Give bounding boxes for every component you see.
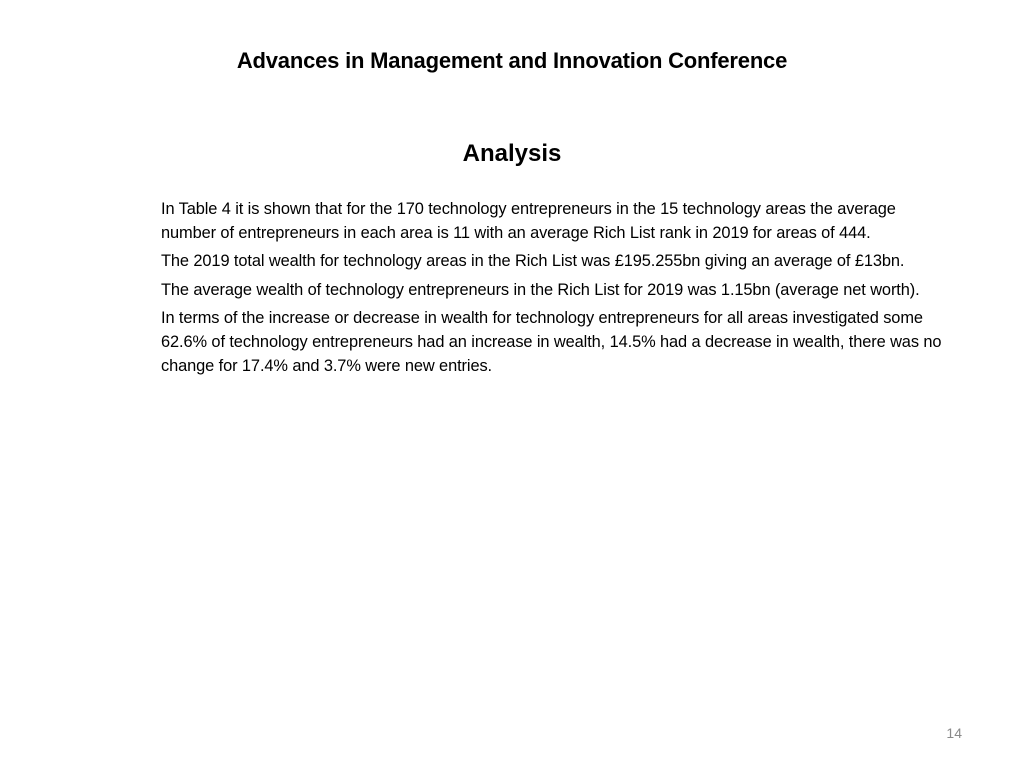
- paragraph-table-summary: In Table 4 it is shown that for the 170 technology entrepreneurs in the 15 technology areas the average number of entrepreneurs in each area is 11 with an average Rich List rank in 2019 for areas of 444.: [161, 200, 896, 243]
- page-number: 14: [946, 725, 962, 741]
- paragraph-total-wealth: The 2019 total wealth for technology areas in the Rich List was £195.255bn giving an average of £13bn.: [161, 252, 905, 271]
- paragraph-wealth-change: In terms of the increase or decrease in wealth for technology entrepreneurs for all areas investigated some 62.6% of technology entrepreneurs had an increase in wealth, 14.5% had a decrease in wealth, there was no change for 17.4% and 3.7% were new entries.: [161, 308, 942, 376]
- paragraph-average-wealth: The average wealth of technology entrepreneurs in the Rich List for 2019 was 1.15bn (average net worth).: [161, 280, 920, 299]
- section-title: Analysis: [462, 140, 562, 167]
- body-text: [161, 197, 951, 382]
- conference-title: Advances in Management and Innovation Conference: [236, 48, 788, 73]
